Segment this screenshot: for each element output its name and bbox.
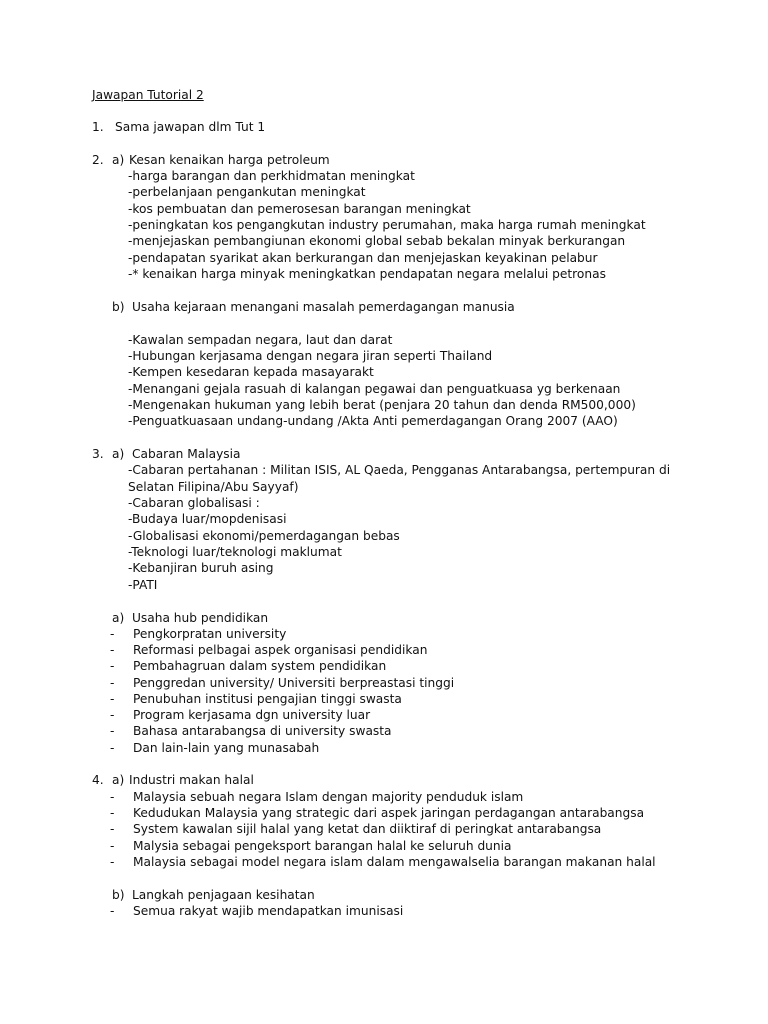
q3a2-item: Dan lain-lain yang munasabah [133,741,320,755]
q2a-item: -perbelanjaan pengankutan meningkat [128,185,366,199]
q2b-item: -Kawalan sempadan negara, laut dan darat [128,333,393,347]
bullet-dash: - [110,855,115,869]
q2b-heading: Usaha kejaraan menangani masalah pemerdagangan manusia [132,300,515,314]
q3a-item: -Globalisasi ekonomi/pemerdagangan bebas [128,529,400,543]
q4-number: 4. [92,773,104,787]
q2a-item: -kos pembuatan dan pemerosesan barangan meningkat [128,202,471,216]
q3a-item: -Cabaran globalisasi : [128,496,260,510]
q3a-item: -Cabaran pertahanan : Militan ISIS, AL Qaeda, Pengganas Antarabangsa, pertempuran di [128,463,671,477]
q2a-item: -pendapatan syarikat akan berkurangan dan menjejaskan keyakinan pelabur [128,251,598,265]
q3a2-item: Penggredan university/ Universiti berpreastasi tinggi [133,676,455,690]
q2a-item: -harga barangan dan perkhidmatan meningkat [128,169,415,183]
q3a2-item: Reformasi pelbagai aspek organisasi pendidikan [133,643,428,657]
q2b-item: -Mengenakan hukuman yang lebih berat (penjara 20 tahun dan denda RM500,000) [128,398,636,412]
q2a-item: -peningkatan kos pengangkutan industry perumahan, maka harga rumah meningkat [128,218,646,232]
q4a-label: a) [112,773,125,787]
q2b-label: b) [112,300,125,314]
bullet-dash: - [110,676,115,690]
bullet-dash: - [110,708,115,722]
q2b-item: -Penguatkuasaan undang-undang /Akta Anti pemerdagangan Orang 2007 (AAO) [128,414,618,428]
q3a2-heading: Usaha hub pendidikan [132,611,269,625]
bullet-dash: - [110,724,115,738]
bullet-dash: - [110,822,115,836]
q3a-item: -Kebanjiran buruh asing [128,561,274,575]
q2a-item: -* kenaikan harga minyak meningkatkan pendapatan negara melalui petronas [128,267,606,281]
q2a-label: a) [112,153,125,167]
bullet-dash: - [110,627,115,641]
bullet-dash: - [110,904,115,918]
q3-number: 3. [92,447,104,461]
q3a-item: -Teknologi luar/teknologi maklumat [128,545,342,559]
q3a2-label: a) [112,611,125,625]
q3a-item: Selatan Filipina/Abu Sayyaf) [128,480,299,494]
q1-number: 1. [92,120,104,134]
q3a2-item: Program kerjasama dgn university luar [133,708,371,722]
q4a-item: System kawalan sijil halal yang ketat dan diiktiraf di peringkat antarabangsa [133,822,602,836]
q2b-item: -Kempen kesedaran kepada masayarakt [128,365,374,379]
q4a-item: Malysia sebagai pengeksport barangan halal ke seluruh dunia [133,839,512,853]
q3a-item: -PATI [128,578,158,592]
q4a-item: Malaysia sebuah negara Islam dengan majority penduduk islam [133,790,524,804]
q2b-item: -Hubungan kerjasama dengan negara jiran seperti Thailand [128,349,493,363]
q1-text: Sama jawapan dlm Tut 1 [115,120,266,134]
q4b-label: b) [112,888,125,902]
q4b-item: Semua rakyat wajib mendapatkan imunisasi [133,904,404,918]
bullet-dash: - [110,806,115,820]
bullet-dash: - [110,643,115,657]
q3a-heading: Cabaran Malaysia [132,447,241,461]
q4b-heading: Langkah penjagaan kesihatan [132,888,315,902]
bullet-dash: - [110,839,115,853]
q3a-item: -Budaya luar/mopdenisasi [128,512,287,526]
q4a-item: Malaysia sebagai model negara islam dalam mengawalselia barangan makanan halal [133,855,656,869]
q2b-item: -Menangani gejala rasuah di kalangan pegawai dan penguatkuasa yg berkenaan [128,382,621,396]
q2a-heading: Kesan kenaikan harga petroleum [129,153,330,167]
bullet-dash: - [110,659,115,673]
q4a-item: Kedudukan Malaysia yang strategic dari aspek jaringan perdagangan antarabangsa [133,806,645,820]
bullet-dash: - [110,741,115,755]
bullet-dash: - [110,692,115,706]
q2a-item: -menjejaskan pembangiunan ekonomi global sebab bekalan minyak berkurangan [128,234,626,248]
q4a-heading: Industri makan halal [129,773,254,787]
bullet-dash: - [110,790,115,804]
q3a2-item: Pembahagruan dalam system pendidikan [133,659,387,673]
q3a2-item: Bahasa antarabangsa di university swasta [133,724,392,738]
q3a-label: a) [112,447,125,461]
q3a2-item: Pengkorpratan university [133,627,287,641]
document-title: Jawapan Tutorial 2 [92,88,204,102]
q3a2-item: Penubuhan institusi pengajian tinggi swasta [133,692,402,706]
q2-number: 2. [92,153,104,167]
